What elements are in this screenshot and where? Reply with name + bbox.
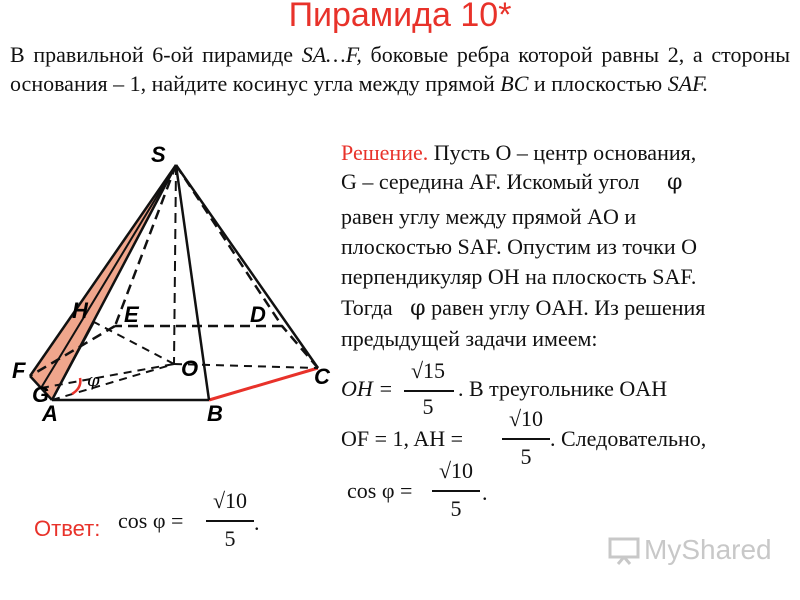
label-f: F bbox=[12, 358, 26, 383]
phi-symbol-1: φ bbox=[666, 170, 683, 195]
solution-line-4: плоскостью SAF. Опустим из точки O bbox=[341, 234, 697, 259]
label-d: D bbox=[250, 302, 266, 327]
presentation-icon bbox=[608, 537, 640, 565]
cos-prefix: cos φ = bbox=[347, 478, 413, 503]
of-prefix: OF = 1, AH = bbox=[341, 426, 463, 451]
answer-numerator: √10 bbox=[212, 488, 248, 513]
answer-label: Ответ: bbox=[34, 516, 101, 541]
ah-numerator: √10 bbox=[508, 406, 544, 431]
label-c: C bbox=[314, 364, 330, 389]
answer-fraction-bar bbox=[206, 520, 254, 522]
pyramid-name: SA…F, bbox=[301, 42, 362, 67]
solution-label: Решение. bbox=[341, 140, 429, 165]
label-o: O bbox=[181, 356, 199, 381]
solution-line-2 bbox=[341, 169, 682, 195]
label-g: G bbox=[32, 382, 50, 407]
ah-denominator: 5 bbox=[520, 444, 532, 469]
page-title: Пирамида 10* bbox=[288, 0, 512, 34]
segment-so bbox=[174, 165, 176, 364]
answer-denominator: 5 bbox=[224, 526, 236, 551]
edge-sf bbox=[30, 165, 176, 376]
oh-prefix: OH = bbox=[341, 376, 394, 401]
edge-bc bbox=[209, 368, 318, 400]
label-phi: φ bbox=[87, 370, 100, 391]
problem-text-1b: боковые ребра которой равны 2, bbox=[370, 42, 685, 67]
ah-fraction-bar bbox=[502, 438, 550, 440]
plane-saf: SAF. bbox=[667, 71, 709, 96]
line-bc: BC bbox=[500, 71, 529, 96]
solution-text-6a: Тогда bbox=[341, 295, 393, 320]
cos-fraction-bar bbox=[432, 490, 480, 492]
solution-line-7: предыдущей задачи имеем: bbox=[341, 326, 598, 351]
label-b: B bbox=[207, 401, 223, 426]
cos-denominator: 5 bbox=[450, 496, 462, 521]
answer-suffix: . bbox=[254, 510, 260, 535]
oh-suffix: . В треугольнике OAH bbox=[458, 376, 668, 401]
solution-text-1: Пусть O – центр основания, bbox=[433, 140, 697, 165]
solution-text-2: G – середина AF. Искомый угол bbox=[341, 169, 640, 194]
solution-text-6b: равен углу OAH. Из решения bbox=[431, 295, 706, 320]
edge-sd bbox=[176, 165, 282, 326]
label-s: S bbox=[151, 142, 166, 167]
oh-denominator: 5 bbox=[422, 394, 434, 419]
oh-fraction-bar bbox=[404, 390, 454, 392]
problem-text-2: а стороны основания – 1, найдите косинус угла между прямой bbox=[10, 42, 791, 96]
of-suffix: . Следовательно, bbox=[550, 426, 707, 451]
answer-prefix: cos φ = bbox=[118, 508, 184, 533]
problem-text-1: В правильной 6-ой пирамиде bbox=[10, 42, 294, 67]
solution-line-1 bbox=[341, 140, 696, 166]
problem-text-3: плоскостью bbox=[551, 71, 663, 96]
phi-symbol-2: φ bbox=[410, 296, 426, 321]
solution-line-3: равен углу между прямой AO и bbox=[341, 204, 637, 229]
watermark: MyShared bbox=[644, 534, 772, 565]
cos-numerator: √10 bbox=[438, 458, 474, 483]
solution-line-5: перпендикуляр OH на плоскость SAF. bbox=[341, 264, 697, 289]
problem-text-2b: и bbox=[533, 71, 546, 96]
label-h: H bbox=[72, 298, 88, 323]
label-a: A bbox=[42, 401, 58, 426]
segment-oh bbox=[94, 322, 174, 364]
label-e: E bbox=[124, 302, 139, 327]
solution-line-6 bbox=[341, 295, 705, 321]
cos-suffix: . bbox=[482, 480, 488, 505]
oh-numerator: √15 bbox=[410, 358, 446, 383]
